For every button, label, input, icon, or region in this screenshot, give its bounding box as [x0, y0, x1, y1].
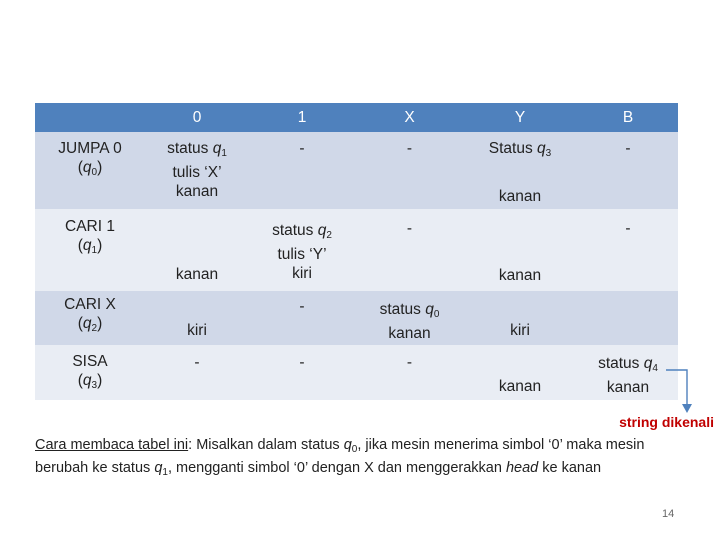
cell-q0-0: status $q_1$ tulis ‘X’ kanan — [167, 140, 227, 200]
cell-q0-b: - — [625, 140, 631, 157]
row-label-sisa: SISA $(q_3)$ — [72, 353, 108, 391]
cell-q1-0: kanan — [175, 266, 219, 283]
header-0: 0 — [192, 109, 202, 126]
cell-q3-y: kanan — [498, 378, 542, 395]
header-b: B — [622, 109, 634, 126]
cell-q3-b: status $q_4$ kanan — [598, 355, 658, 396]
row-label-jumpa-0: JUMPA 0 $(q_0)$ — [58, 140, 122, 178]
row-label-cari-1: CARI 1 $(q_1)$ — [65, 218, 115, 256]
cell-q0-y-line2: kanan — [498, 188, 542, 205]
row-label-cari-x: CARI X $(q_2)$ — [64, 296, 116, 334]
cell-q1-y: kanan — [498, 267, 542, 284]
cell-q0-y-line1: Status $q_3$ — [488, 140, 552, 159]
cell-q2-x: status $q_0$ kanan — [379, 301, 440, 342]
cell-q1-1: status $q_2$ tulis ‘Y’ kiri — [272, 222, 332, 282]
cell-q3-0: - — [194, 354, 200, 371]
cell-q0-x: - — [406, 140, 413, 157]
page-number: 14 — [662, 508, 675, 520]
header-y: Y — [514, 109, 526, 126]
cell-q3-x: - — [406, 354, 413, 371]
header-1: 1 — [297, 109, 307, 126]
cell-q2-y: kiri — [510, 322, 530, 339]
cell-q3-1: - — [299, 354, 305, 371]
cell-q0-1: - — [299, 140, 305, 157]
cell-q2-1: - — [299, 298, 305, 315]
header-x: X — [404, 109, 415, 126]
cell-q2-0: kiri — [187, 322, 207, 339]
reading-note: Cara membaca tabel ini: Misalkan dalam status $q_0$, jika mesin menerima simbol ‘0’ maka mesin berubah ke status $q_1$, mengganti simbol ‘0’ dengan X dan menggerakkan head ke kanan — [35, 437, 645, 478]
cell-q1-b: - — [625, 220, 631, 237]
cell-q1-x: - — [406, 220, 413, 237]
accepted-string-label: string dikenali — [619, 414, 714, 430]
